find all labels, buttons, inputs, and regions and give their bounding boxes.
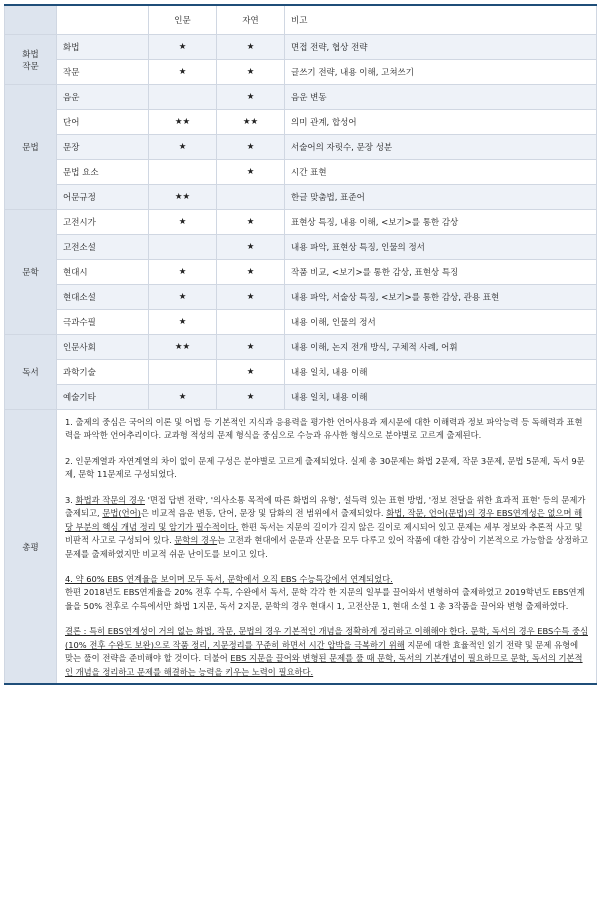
note-cell: 의미 관계, 합성어	[285, 110, 597, 135]
header-category	[5, 5, 57, 35]
science-rating: ★	[217, 60, 285, 85]
science-rating	[217, 310, 285, 335]
humanities-rating	[149, 360, 217, 385]
note-cell: 면접 전략, 협상 전략	[285, 35, 597, 60]
underlined-text: 화법과 작문의 경우	[75, 494, 145, 505]
page	[4, 4, 596, 685]
subcategory-cell: 고전소설	[57, 235, 149, 260]
note-cell: 시간 표현	[285, 160, 597, 185]
text-span: 한편 2018년도 EBS연계율을 20% 전후 수특, 수완에서 독서, 문학 각각 한 지문의 일부를 끌어와서 변형하여 출제하였고 2019학년도 EBS연계율을 50% 전후로 수특에서만 화법 1지문, 독서 2지문, 문학의 경우 현대시 1, 고전산문 1, 현대 소설 1 총 3작품을 끌어와 변형 출제하였다.	[65, 587, 585, 611]
note-cell: 한글 맞춤법, 표준어	[285, 185, 597, 210]
underlined-text: 결론 : 특히 EBS연계성이 거의 없는 화법, 작문, 문법의 경우 기본적인 개념을 정확하게 정리하고 이해해야 한다. 문학, 독서의 경우 EBS수특 중심(10% 전후 수완도 보완)으로 작품 정리, 지문정리를 꾸준히 하면서 시간 압박을 극복하기 위해	[65, 626, 588, 650]
humanities-rating: ★★	[149, 110, 217, 135]
summary-label: 총평	[5, 410, 57, 685]
humanities-rating: ★	[149, 385, 217, 410]
subcategory-cell: 과학기술	[57, 360, 149, 385]
category-cell: 화법 작문	[5, 35, 57, 85]
humanities-rating: ★	[149, 260, 217, 285]
subcategory-cell: 화법	[57, 35, 149, 60]
science-rating: ★	[217, 385, 285, 410]
note-cell: 내용 이해, 인물의 정서	[285, 310, 597, 335]
text-span: '면접 답변 전략', '의사소통 목적에 따른 화법의 유형', 설득력 있는 표현 방법, '정보 전달을 위한 효과적 표현' 등의 문제가 출제되고,	[65, 494, 586, 519]
underlined-text: 4. 약 60% EBS 연계율을 보이며 모두 독서, 문학에서 오직 EBS 수능특강에서 연계되었다.	[65, 573, 393, 584]
table-row	[5, 185, 597, 210]
humanities-rating	[149, 160, 217, 185]
text-span: 는 고전과 현대에서 운문과 산문을 모두 다루고 있어 작품에 대한 감상이 기본적으로 가능함을 상정하고 문제를 출제하였지만 비교적 쉬운 난이도를 보이고 있다.	[65, 535, 589, 559]
table-row	[5, 110, 597, 135]
note-cell: 내용 이해, 논지 전개 방식, 구체적 사례, 어휘	[285, 335, 597, 360]
header-science: 자연	[217, 5, 285, 35]
note-cell: 내용 파악, 서술상 특징, <보기>를 통한 감상, 관용 표현	[285, 285, 597, 310]
science-rating: ★★	[217, 110, 285, 135]
subcategory-cell: 문법 요소	[57, 160, 149, 185]
science-rating: ★	[217, 235, 285, 260]
note-cell: 내용 일치, 내용 이해	[285, 360, 597, 385]
science-rating: ★	[217, 335, 285, 360]
subcategory-cell: 음운	[57, 85, 149, 110]
subcategory-cell: 어문규정	[57, 185, 149, 210]
table-row	[5, 85, 597, 110]
humanities-rating: ★	[149, 210, 217, 235]
science-rating: ★	[217, 35, 285, 60]
category-cell: 독서	[5, 335, 57, 410]
note-cell: 표현상 특징, 내용 이해, <보기>를 통한 감상	[285, 210, 597, 235]
underlined-text: 문학의 경우	[174, 535, 218, 546]
underlined-text: 문법(언어)	[102, 508, 141, 519]
text-span: 한편 독서는 지문의 길이가 길지 않은 길이로 제시되어 있고 문제는 세부 정보와 추론적 사고 및 비판적 사고로 구성되어 있다.	[65, 521, 583, 546]
subcategory-cell: 예술기타	[57, 385, 149, 410]
summary-row	[5, 410, 597, 685]
summary-text	[57, 410, 597, 685]
subcategory-cell: 문장	[57, 135, 149, 160]
humanities-rating: ★★	[149, 335, 217, 360]
humanities-rating: ★	[149, 310, 217, 335]
science-rating: ★	[217, 260, 285, 285]
humanities-rating: ★★	[149, 185, 217, 210]
note-cell: 서술어의 자릿수, 문장 성분	[285, 135, 597, 160]
subcategory-cell: 극과수필	[57, 310, 149, 335]
header-humanities: 인문	[149, 5, 217, 35]
table-row	[5, 285, 597, 310]
header-subcategory	[57, 5, 149, 35]
table-row	[5, 235, 597, 260]
humanities-rating: ★	[149, 35, 217, 60]
text-span: 지문에 대한 효율적인 읽기 전략 및 문제 유형에 맞는 풀이 전략을 준비해야 할 것이다. 더불어	[65, 639, 579, 664]
science-rating: ★	[217, 85, 285, 110]
table-row	[5, 210, 597, 235]
science-rating: ★	[217, 160, 285, 185]
science-rating: ★	[217, 135, 285, 160]
table-row	[5, 135, 597, 160]
note-cell: 내용 파악, 표현상 특징, 인물의 정서	[285, 235, 597, 260]
humanities-rating	[149, 235, 217, 260]
underlined-text: EBS 지문을 끌어와 변형된 문제를 풀 때 문학, 독서의 기본개념이 필요하므로 문학, 독서의 기본적인 개념을 정리하고 문제를 해결하는 능력을 키우는 노력이 필요하다.	[65, 653, 583, 677]
table-body	[5, 35, 597, 685]
science-rating	[217, 185, 285, 210]
underlined-text: 화법, 작문, 언어(문법)의 경우 EBS연계성은 없으며 해당 부분의 핵심 개념 정리 및 암기가 필수적이다.	[65, 508, 583, 532]
table-row	[5, 310, 597, 335]
table-row	[5, 385, 597, 410]
summary-paragraph-5	[65, 625, 588, 679]
text-span: 3.	[65, 494, 76, 505]
note-cell: 내용 일치, 내용 이해	[285, 385, 597, 410]
humanities-rating: ★	[149, 285, 217, 310]
summary-paragraph-1: 1. 출제의 중심은 국어의 이론 및 어법 등 기본적인 지식과 응용력을 평가한 언어사용과 제시문에 대한 이해력과 정보 파악능력 등 독해력과 표현력을 파악한 언어추리이다. 교과형 적성의 문제 형식을 중심으로 수능과 유사한 형식으로 분야별로 고르게 출제된다.	[65, 417, 583, 441]
note-cell: 글쓰기 전략, 내용 이해, 고쳐쓰기	[285, 60, 597, 85]
table-row	[5, 35, 597, 60]
header-note: 비고	[285, 5, 597, 35]
humanities-rating: ★	[149, 60, 217, 85]
humanities-rating	[149, 85, 217, 110]
table-row	[5, 60, 597, 85]
science-rating: ★	[217, 360, 285, 385]
text-span: 은 비교적 음운 변동, 단어, 문장 및 담화의 전 범위에서 출제되었다.	[140, 508, 387, 519]
subcategory-cell: 현대시	[57, 260, 149, 285]
subcategory-cell: 단어	[57, 110, 149, 135]
category-cell: 문학	[5, 210, 57, 335]
humanities-rating: ★	[149, 135, 217, 160]
category-cell: 문법	[5, 85, 57, 210]
header-row	[5, 5, 597, 35]
table-row	[5, 360, 597, 385]
subcategory-cell: 인문사회	[57, 335, 149, 360]
table-row	[5, 335, 597, 360]
note-cell: 작품 비교, <보기>를 통한 감상, 표현상 특징	[285, 260, 597, 285]
summary-paragraph-3	[65, 494, 588, 561]
summary-paragraph-2: 2. 인문계열과 자연계열의 차이 없이 문제 구성은 분야별로 고르게 출제되었다. 실제 총 30문제는 화법 2문제, 작문 3문제, 문법 5문제, 독서 9문제, 문학 11문제로 구성되었다.	[65, 455, 585, 480]
summary-paragraph-4	[65, 573, 588, 613]
subcategory-cell: 작문	[57, 60, 149, 85]
science-rating: ★	[217, 285, 285, 310]
table-row	[5, 260, 597, 285]
subcategory-cell: 현대소설	[57, 285, 149, 310]
exam-analysis-table	[4, 4, 597, 685]
subcategory-cell: 고전시가	[57, 210, 149, 235]
science-rating: ★	[217, 210, 285, 235]
table-row	[5, 160, 597, 185]
note-cell: 음운 변동	[285, 85, 597, 110]
